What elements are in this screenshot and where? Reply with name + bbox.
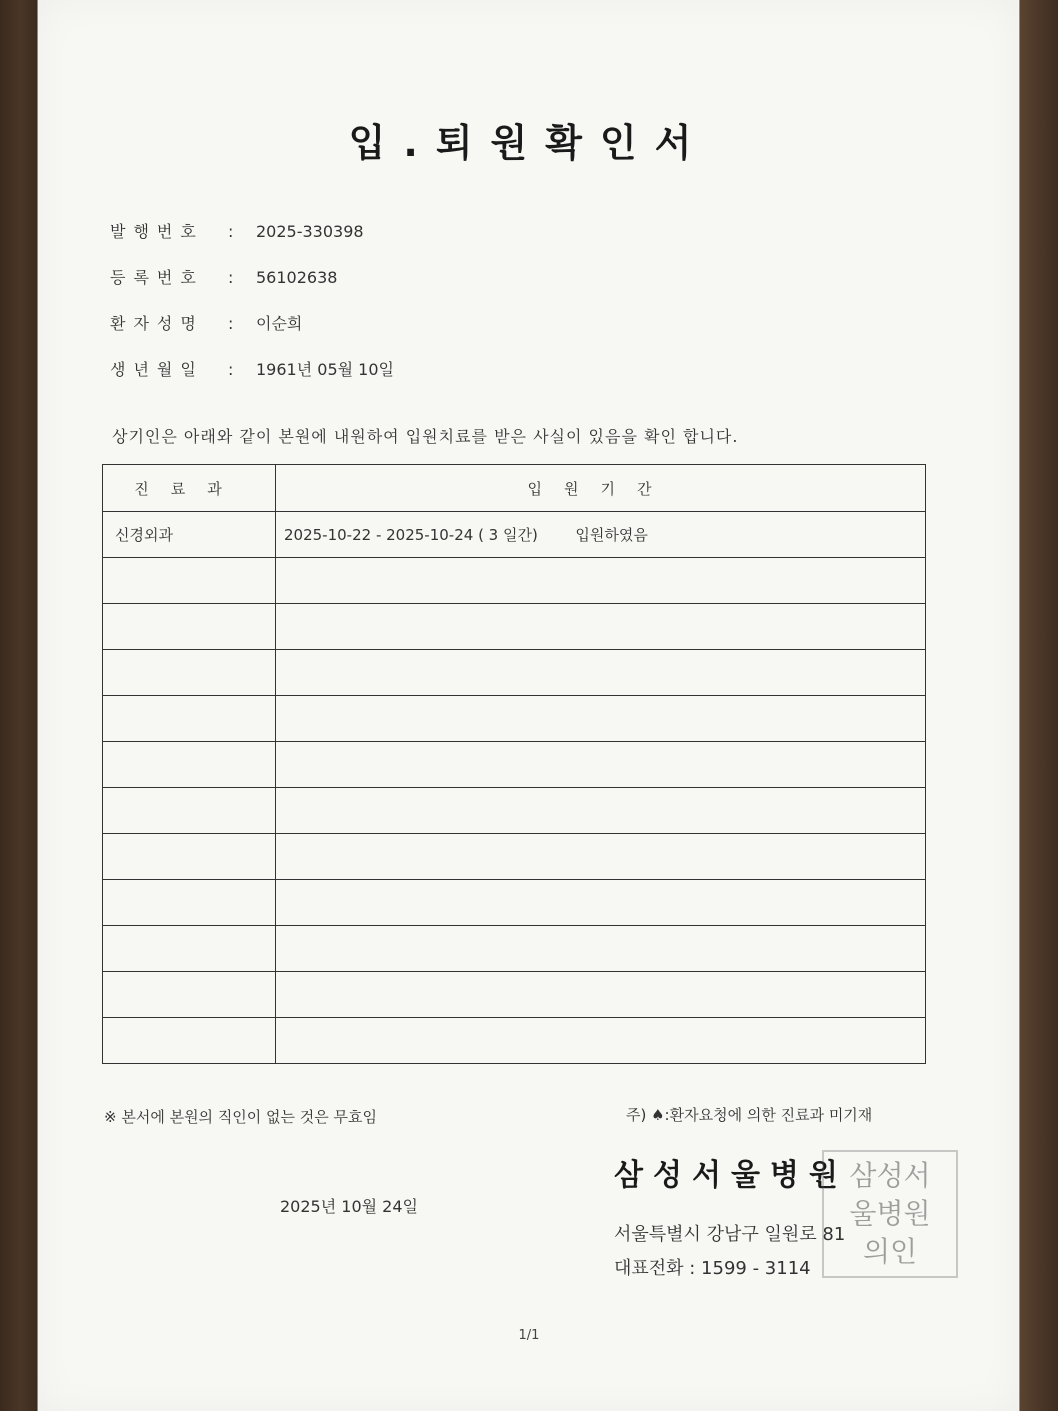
- period-range: 2025-10-22 - 2025-10-24 ( 3 일간): [284, 526, 538, 544]
- header-department: 진료과: [103, 465, 276, 512]
- table-row: [103, 650, 926, 696]
- table-row: [103, 834, 926, 880]
- field-registration-number: 등록번호 : 56102638: [110, 265, 337, 288]
- field-label: 등록번호: [110, 268, 204, 287]
- table-header-row: [103, 465, 926, 512]
- page-number: 1/1: [518, 1328, 540, 1343]
- table-row: [103, 926, 926, 972]
- table-row: [103, 512, 926, 558]
- validity-note: ※ 본서에 본원의 직인이 없는 것은 무효임: [104, 1108, 378, 1126]
- table-row: [103, 972, 926, 1018]
- table-row: [103, 1018, 926, 1064]
- table-row: [103, 558, 926, 604]
- footnote: 주) ♠:환자요청에 의한 진료과 미기재: [626, 1106, 873, 1124]
- field-value: 56102638: [256, 268, 338, 287]
- field-patient-name: 환자성명 : 이순희: [110, 311, 302, 334]
- hospital-name: 삼성서울병원: [614, 1158, 848, 1193]
- cell-department: 신경외과: [103, 512, 276, 558]
- field-birth-date: 생년월일 : 1961년 05월 10일: [110, 357, 394, 380]
- confirmation-statement: 상기인은 아래와 같이 본원에 내원하여 입원치료를 받은 사실이 있음을 확인 합니다.: [112, 427, 739, 446]
- field-issue-number: 발행번호 : 2025-330398: [110, 219, 364, 242]
- field-label: 생년월일: [110, 360, 204, 379]
- official-seal-stamp: [822, 1150, 958, 1278]
- seal-text: 삼성서울병원의인: [849, 1159, 931, 1268]
- table-row: [103, 880, 926, 926]
- table-row: [103, 696, 926, 742]
- field-value: 이순희: [256, 314, 303, 333]
- field-label: 발행번호: [110, 222, 204, 241]
- issue-date: 2025년 10월 24일: [280, 1197, 418, 1216]
- field-label: 환자성명: [110, 314, 204, 333]
- field-value: 2025-330398: [256, 222, 364, 241]
- table-row: [103, 742, 926, 788]
- admission-table: [102, 464, 926, 1064]
- table-row: [103, 604, 926, 650]
- hospital-phone: 대표전화 : 1599 - 3114: [614, 1258, 811, 1279]
- field-value: 1961년 05월 10일: [256, 360, 394, 379]
- document-title: 입.퇴원확인서: [348, 121, 710, 165]
- header-period: 입원기간: [276, 465, 926, 512]
- cell-period: [276, 512, 926, 558]
- admission-status: 입원하였음: [575, 526, 648, 544]
- table-row: [103, 788, 926, 834]
- hospital-address: 서울특별시 강남구 일원로 81: [614, 1224, 846, 1245]
